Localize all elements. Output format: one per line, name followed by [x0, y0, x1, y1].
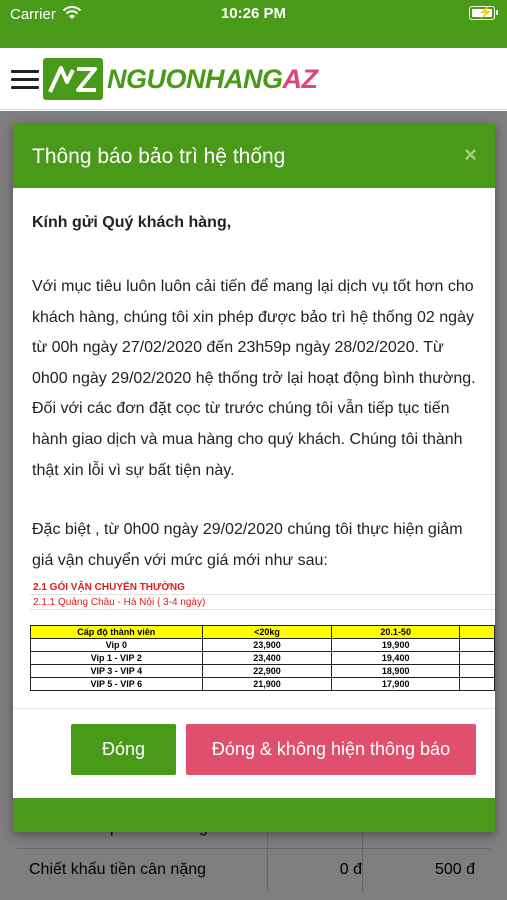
close-button[interactable]: Đóng	[71, 724, 176, 775]
clock: 10:26 PM	[220, 5, 287, 22]
notice-paragraph: Với mục tiêu luôn luôn cải tiến để mang lại dịch vụ tốt hơn cho khách hàng, chúng tôi xin phép được bảo trì hệ thống 02 ngày từ 00h ngày 27/02/2020 đến 23h59p ngày 28/02/2020. Từ 0h00 ngày 29/02/2020 hệ thống trở lại hoạt động bình thường. Đối với các đơn đặt cọc từ trước chúng tôi vẫn tiếp tục tiến hành giao dịch và mua hàng cho quý khách. Chúng tôi thành thật xin lỗi vì sự bất tiện này.	[32, 278, 476, 479]
modal-title: Thông báo bảo trì hệ thống	[32, 145, 286, 168]
close-dont-show-button[interactable]: Đóng & không hiện thông báo	[186, 724, 476, 775]
table-row: VIP 5 - VIP 6 21,900 17,900	[31, 678, 495, 691]
logo-mark-icon	[43, 58, 103, 100]
logo[interactable]	[43, 58, 318, 100]
modal-footer	[13, 708, 495, 798]
price-table-title: 2.1 GÓI VẬN CHUYỂN THƯỜNG	[33, 582, 185, 593]
table-row: Vip 0 23,900 19,900	[31, 639, 495, 652]
battery-icon: ⚡	[469, 6, 495, 20]
carrier-label: Carrier	[10, 6, 56, 23]
status-bar	[0, 0, 507, 48]
close-icon[interactable]: ×	[464, 142, 477, 167]
logo-text: NGUONHANGAZ	[107, 63, 318, 94]
discount-paragraph: Đặc biệt , từ 0h00 ngày 29/02/2020 chúng tôi thực hiện giảm giá vận chuyển với mức giá mới như sau:	[32, 521, 463, 569]
price-table-image	[30, 579, 495, 704]
menu-icon[interactable]	[11, 70, 39, 90]
table-header-row: Cấp độ thành viên <20kg 20.1-50	[31, 626, 495, 639]
price-table	[30, 625, 495, 691]
price-table-subtitle: 2.1.1 Quảng Châu - Hà Nội ( 3-4 ngày)	[33, 597, 206, 608]
modal-header	[13, 124, 495, 188]
table-row: VIP 3 - VIP 4 22,900 18,900	[31, 665, 495, 678]
app-header	[0, 48, 507, 110]
maintenance-modal	[13, 124, 495, 832]
table-row: Vip 1 - VIP 2 23,400 19,400	[31, 652, 495, 665]
modal-bottom-bar	[13, 798, 495, 832]
greeting-text: Kính gửi Quý khách hàng,	[32, 214, 232, 231]
